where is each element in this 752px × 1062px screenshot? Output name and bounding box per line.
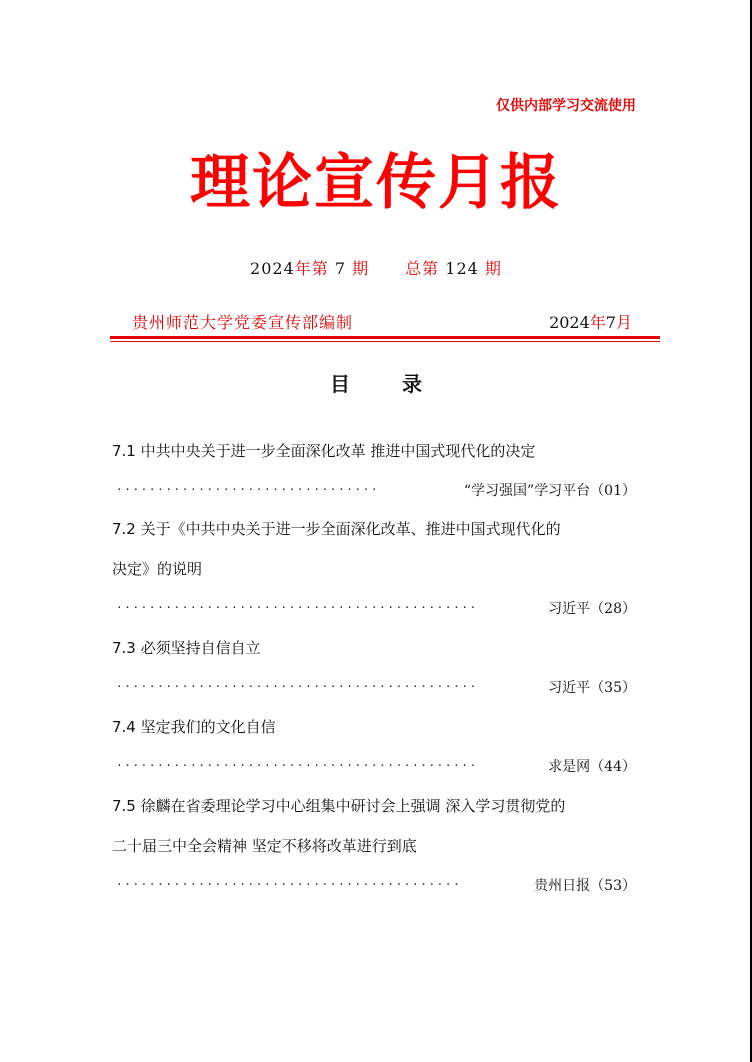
toc-entry-2-source: 习近平（28）: [548, 601, 636, 617]
issue-label: 期: [352, 259, 370, 278]
toc-entry-1-leader[interactable]: [116, 480, 636, 500]
toc-dots: ..........................................: [116, 875, 462, 888]
toc-entry-2-title[interactable]: 7.2 关于《中共中央关于进一步全面深化改革、推进中国式现代化的: [112, 520, 561, 538]
toc-dots: ............................................: [116, 598, 478, 611]
pub-year: 2024: [549, 313, 590, 332]
issue-year: 2024: [250, 259, 295, 278]
toc-heading-right: 录: [402, 372, 422, 396]
internal-use-note: 仅供内部学习交流使用: [496, 98, 636, 114]
total-label: 总第: [405, 259, 440, 278]
toc-entry-3-title[interactable]: 7.3 必须坚持自信自立: [112, 639, 261, 657]
toc-heading: [0, 368, 752, 397]
publisher: 贵州师范大学党委宣传部编制: [132, 313, 354, 332]
toc-dots: ................................: [116, 480, 380, 493]
toc-entry-5-leader[interactable]: [116, 875, 636, 895]
pub-year-label: 年: [589, 313, 606, 332]
toc-entry-4-source: 求是网（44）: [548, 759, 636, 775]
toc-entry-5-title[interactable]: 7.5 徐麟在省委理论学习中心组集中研讨会上强调 深入学习贯彻党的: [112, 797, 566, 815]
header-rule-thick: [110, 336, 660, 339]
publisher-row: [132, 310, 632, 334]
pub-month: 7: [605, 313, 616, 332]
toc-entry-4-title[interactable]: 7.4 坚定我们的文化自信: [112, 718, 276, 736]
toc-entry-3-leader[interactable]: [116, 677, 636, 697]
toc-dots: ............................................: [116, 677, 478, 690]
issue-line: [0, 256, 752, 279]
toc-heading-left: 目: [330, 372, 350, 396]
masthead-title: 理论宣传月报: [190, 148, 562, 218]
total-number: 124: [445, 259, 479, 278]
toc-entry-4-leader[interactable]: [116, 756, 636, 776]
toc-entry-2-leader[interactable]: [116, 598, 636, 618]
toc-entry-1-title[interactable]: 7.1 中共中央关于进一步全面深化改革 推进中国式现代化的决定: [112, 442, 536, 460]
toc-entry-3-source: 习近平（35）: [548, 680, 636, 696]
total-suffix: 期: [484, 259, 502, 278]
toc-entry-1-source: “学习强国”学习平台（01）: [463, 483, 636, 499]
toc-dots: ............................................: [116, 756, 478, 769]
toc-entry-5-source: 贵州日报（53）: [534, 878, 636, 894]
publication-date: [549, 310, 632, 333]
issue-number: 7: [334, 259, 347, 278]
header-rule-thin: [110, 341, 660, 342]
pub-month-label: 月: [615, 313, 632, 332]
toc-entry-2-title-cont[interactable]: 决定》的说明: [112, 560, 203, 578]
toc-entry-5-title-cont[interactable]: 二十届三中全会精神 坚定不移将改革进行到底: [112, 837, 417, 855]
issue-year-label: 年第: [294, 259, 329, 278]
